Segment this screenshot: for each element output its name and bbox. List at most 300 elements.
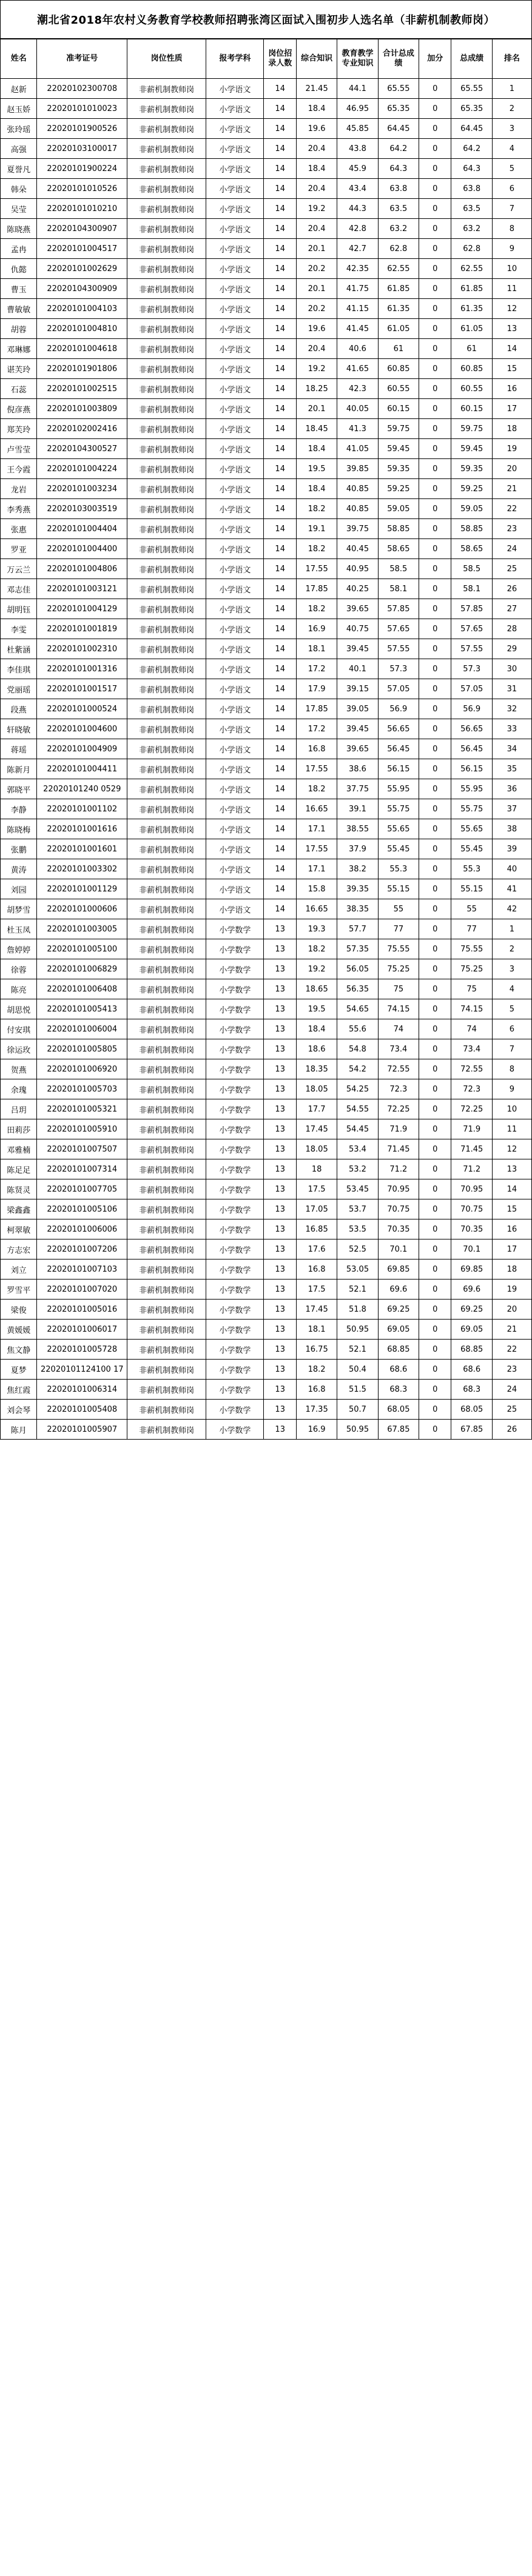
- quota-cell: 13: [264, 999, 296, 1019]
- subject-cell: 小学语文: [206, 799, 264, 819]
- bonus-cell: 0: [419, 379, 451, 399]
- combined-score-cell: 55.45: [378, 839, 419, 859]
- combined-score-cell: 64.3: [378, 159, 419, 179]
- quota-cell: 14: [264, 159, 296, 179]
- subject-cell: 小学语文: [206, 759, 264, 779]
- quota-cell: 14: [264, 119, 296, 139]
- general-knowledge-cell: 19.1: [296, 519, 337, 539]
- general-knowledge-cell: 19.6: [296, 119, 337, 139]
- table-row: [1, 959, 532, 979]
- professional-knowledge-cell: 57.7: [337, 919, 378, 939]
- general-knowledge-cell: 18.4: [296, 1019, 337, 1039]
- rank-cell: 25: [492, 1400, 531, 1420]
- quota-cell: 13: [264, 1259, 296, 1280]
- table-row: [1, 1079, 532, 1099]
- professional-knowledge-cell: 39.1: [337, 799, 378, 819]
- exam-id-cell: 22020101004411: [37, 759, 127, 779]
- general-knowledge-cell: 16.8: [296, 1259, 337, 1280]
- table-row: [1, 1280, 532, 1300]
- name-cell: 轩晓敏: [1, 719, 37, 739]
- professional-knowledge-cell: 53.5: [337, 1219, 378, 1239]
- professional-knowledge-cell: 39.75: [337, 519, 378, 539]
- rank-cell: 28: [492, 619, 531, 639]
- post-type-cell: 非薪机制教师岗: [127, 539, 206, 559]
- combined-score-cell: 57.05: [378, 679, 419, 699]
- exam-id-cell: 22020101005805: [37, 1039, 127, 1059]
- table-row: [1, 1239, 532, 1259]
- professional-knowledge-cell: 39.35: [337, 879, 378, 899]
- general-knowledge-cell: 18.65: [296, 979, 337, 999]
- quota-cell: 14: [264, 399, 296, 419]
- combined-score-cell: 70.1: [378, 1239, 419, 1259]
- exam-id-cell: 22020101003121: [37, 579, 127, 599]
- quota-cell: 13: [264, 1420, 296, 1440]
- total-score-cell: 68.05: [451, 1400, 492, 1420]
- total-score-cell: 58.85: [451, 519, 492, 539]
- subject-cell: 小学语文: [206, 279, 264, 299]
- name-cell: 赵新: [1, 79, 37, 99]
- professional-knowledge-cell: 42.35: [337, 259, 378, 279]
- quota-cell: 14: [264, 659, 296, 679]
- post-type-cell: 非薪机制教师岗: [127, 1099, 206, 1119]
- general-knowledge-cell: 18.05: [296, 1079, 337, 1099]
- subject-cell: 小学语文: [206, 719, 264, 739]
- post-type-cell: 非薪机制教师岗: [127, 799, 206, 819]
- total-score-cell: 65.35: [451, 99, 492, 119]
- total-score-cell: 68.6: [451, 1360, 492, 1380]
- rank-cell: 33: [492, 719, 531, 739]
- subject-cell: 小学数学: [206, 1099, 264, 1119]
- total-score-cell: 77: [451, 919, 492, 939]
- total-score-cell: 55.45: [451, 839, 492, 859]
- general-knowledge-cell: 18.6: [296, 1039, 337, 1059]
- quota-cell: 13: [264, 1119, 296, 1139]
- quota-cell: 13: [264, 1340, 296, 1360]
- table-row: [1, 919, 532, 939]
- bonus-cell: 0: [419, 679, 451, 699]
- subject-cell: 小学数学: [206, 1059, 264, 1079]
- name-cell: 党丽瑶: [1, 679, 37, 699]
- bonus-cell: 0: [419, 339, 451, 359]
- quota-cell: 14: [264, 279, 296, 299]
- post-type-cell: 非薪机制教师岗: [127, 599, 206, 619]
- professional-knowledge-cell: 41.45: [337, 319, 378, 339]
- professional-knowledge-cell: 52.1: [337, 1340, 378, 1360]
- professional-knowledge-cell: 51.8: [337, 1300, 378, 1320]
- general-knowledge-cell: 21.45: [296, 79, 337, 99]
- exam-id-cell: 22020101001129: [37, 879, 127, 899]
- total-score-cell: 60.55: [451, 379, 492, 399]
- name-cell: 陈新月: [1, 759, 37, 779]
- general-knowledge-cell: 18.25: [296, 379, 337, 399]
- combined-score-cell: 55.15: [378, 879, 419, 899]
- professional-knowledge-cell: 50.7: [337, 1400, 378, 1420]
- bonus-cell: 0: [419, 1380, 451, 1400]
- name-cell: 邓琳娜: [1, 339, 37, 359]
- rank-cell: 10: [492, 1099, 531, 1119]
- quota-cell: 14: [264, 459, 296, 479]
- subject-cell: 小学语文: [206, 439, 264, 459]
- total-score-cell: 55.65: [451, 819, 492, 839]
- exam-id-cell: 22020104300527: [37, 439, 127, 459]
- post-type-cell: 非薪机制教师岗: [127, 359, 206, 379]
- total-score-cell: 68.85: [451, 1340, 492, 1360]
- name-cell: 梁鑫鑫: [1, 1199, 37, 1219]
- subject-cell: 小学语文: [206, 399, 264, 419]
- subject-cell: 小学语文: [206, 79, 264, 99]
- post-type-cell: 非薪机制教师岗: [127, 419, 206, 439]
- table-row: [1, 1400, 532, 1420]
- general-knowledge-cell: 16.8: [296, 1380, 337, 1400]
- professional-knowledge-cell: 38.6: [337, 759, 378, 779]
- combined-score-cell: 56.45: [378, 739, 419, 759]
- quota-cell: 14: [264, 879, 296, 899]
- name-cell: 陈贤灵: [1, 1179, 37, 1199]
- combined-score-cell: 56.15: [378, 759, 419, 779]
- exam-id-cell: 22020101004404: [37, 519, 127, 539]
- general-knowledge-cell: 17.55: [296, 839, 337, 859]
- rank-cell: 26: [492, 1420, 531, 1440]
- post-type-cell: 非薪机制教师岗: [127, 439, 206, 459]
- post-type-cell: 非薪机制教师岗: [127, 879, 206, 899]
- total-score-cell: 64.3: [451, 159, 492, 179]
- total-score-cell: 69.6: [451, 1280, 492, 1300]
- exam-id-cell: 22020101004618: [37, 339, 127, 359]
- name-cell: 郑芙玲: [1, 419, 37, 439]
- combined-score-cell: 68.6: [378, 1360, 419, 1380]
- general-knowledge-cell: 20.2: [296, 299, 337, 319]
- bonus-cell: 0: [419, 1059, 451, 1079]
- quota-cell: 13: [264, 1239, 296, 1259]
- general-knowledge-cell: 18.05: [296, 1139, 337, 1159]
- exam-id-cell: 22020101000524: [37, 699, 127, 719]
- name-cell: 吴莹: [1, 199, 37, 219]
- combined-score-cell: 69.05: [378, 1320, 419, 1340]
- general-knowledge-cell: 19.2: [296, 959, 337, 979]
- name-cell: 陈晓燕: [1, 219, 37, 239]
- name-cell: 刘园: [1, 879, 37, 899]
- post-type-cell: 非薪机制教师岗: [127, 1300, 206, 1320]
- subject-cell: 小学数学: [206, 1340, 264, 1360]
- post-type-cell: 非薪机制教师岗: [127, 939, 206, 959]
- bonus-cell: 0: [419, 579, 451, 599]
- table-row: [1, 159, 532, 179]
- name-cell: 胡梦雪: [1, 899, 37, 919]
- total-score-cell: 56.45: [451, 739, 492, 759]
- table-row: [1, 859, 532, 879]
- professional-knowledge-cell: 40.05: [337, 399, 378, 419]
- post-type-cell: 非薪机制教师岗: [127, 1420, 206, 1440]
- quota-cell: 14: [264, 699, 296, 719]
- post-type-cell: 非薪机制教师岗: [127, 459, 206, 479]
- general-knowledge-cell: 17.2: [296, 659, 337, 679]
- header-row: [1, 39, 532, 79]
- quota-cell: 14: [264, 859, 296, 879]
- general-knowledge-cell: 20.1: [296, 239, 337, 259]
- subject-cell: 小学数学: [206, 1019, 264, 1039]
- combined-score-cell: 63.8: [378, 179, 419, 199]
- exam-id-cell: 22020101003809: [37, 399, 127, 419]
- post-type-cell: 非薪机制教师岗: [127, 1179, 206, 1199]
- total-score-cell: 55.3: [451, 859, 492, 879]
- exam-id-cell: 22020101003005: [37, 919, 127, 939]
- general-knowledge-cell: 20.1: [296, 279, 337, 299]
- total-score-cell: 61.05: [451, 319, 492, 339]
- name-cell: 柯翠敏: [1, 1219, 37, 1239]
- table-row: [1, 979, 532, 999]
- rank-cell: 20: [492, 1300, 531, 1320]
- post-type-cell: 非薪机制教师岗: [127, 139, 206, 159]
- subject-cell: 小学数学: [206, 1360, 264, 1380]
- exam-id-cell: 22020101002629: [37, 259, 127, 279]
- subject-cell: 小学语文: [206, 579, 264, 599]
- general-knowledge-cell: 18.2: [296, 539, 337, 559]
- subject-cell: 小学语文: [206, 819, 264, 839]
- quota-cell: 13: [264, 1199, 296, 1219]
- rank-cell: 5: [492, 999, 531, 1019]
- table-row: [1, 1059, 532, 1079]
- total-score-cell: 65.55: [451, 79, 492, 99]
- subject-cell: 小学数学: [206, 1159, 264, 1179]
- total-score-cell: 57.65: [451, 619, 492, 639]
- total-score-cell: 59.35: [451, 459, 492, 479]
- quota-cell: 13: [264, 1079, 296, 1099]
- post-type-cell: 非薪机制教师岗: [127, 719, 206, 739]
- quota-cell: 14: [264, 199, 296, 219]
- professional-knowledge-cell: 42.8: [337, 219, 378, 239]
- general-knowledge-cell: 19.6: [296, 319, 337, 339]
- subject-cell: 小学语文: [206, 679, 264, 699]
- quota-cell: 14: [264, 719, 296, 739]
- rank-cell: 16: [492, 1219, 531, 1239]
- combined-score-cell: 74: [378, 1019, 419, 1039]
- exam-id-cell: 22020101006314: [37, 1380, 127, 1400]
- bonus-cell: 0: [419, 279, 451, 299]
- quota-cell: 14: [264, 479, 296, 499]
- bonus-cell: 0: [419, 759, 451, 779]
- column-header: 合计总成绩: [378, 39, 419, 79]
- combined-score-cell: 59.75: [378, 419, 419, 439]
- exam-id-cell: 22020101001819: [37, 619, 127, 639]
- post-type-cell: 非薪机制教师岗: [127, 559, 206, 579]
- table-row: [1, 259, 532, 279]
- professional-knowledge-cell: 53.4: [337, 1139, 378, 1159]
- table-row: [1, 519, 532, 539]
- rank-cell: 30: [492, 659, 531, 679]
- quota-cell: 14: [264, 179, 296, 199]
- post-type-cell: 非薪机制教师岗: [127, 1360, 206, 1380]
- combined-score-cell: 58.1: [378, 579, 419, 599]
- total-score-cell: 63.5: [451, 199, 492, 219]
- quota-cell: 14: [264, 239, 296, 259]
- post-type-cell: 非薪机制教师岗: [127, 1280, 206, 1300]
- combined-score-cell: 63.5: [378, 199, 419, 219]
- table-row: [1, 139, 532, 159]
- bonus-cell: 0: [419, 1039, 451, 1059]
- exam-id-cell: 22020101005910: [37, 1119, 127, 1139]
- rank-cell: 41: [492, 879, 531, 899]
- exam-id-cell: 22020101005408: [37, 1400, 127, 1420]
- general-knowledge-cell: 19.2: [296, 359, 337, 379]
- general-knowledge-cell: 17.55: [296, 759, 337, 779]
- post-type-cell: 非薪机制教师岗: [127, 1019, 206, 1039]
- exam-id-cell: 22020101003302: [37, 859, 127, 879]
- combined-score-cell: 72.3: [378, 1079, 419, 1099]
- general-knowledge-cell: 17.45: [296, 1119, 337, 1139]
- table-row: [1, 819, 532, 839]
- combined-score-cell: 61.05: [378, 319, 419, 339]
- table-row: [1, 1420, 532, 1440]
- professional-knowledge-cell: 53.05: [337, 1259, 378, 1280]
- subject-cell: 小学语文: [206, 899, 264, 919]
- bonus-cell: 0: [419, 699, 451, 719]
- bonus-cell: 0: [419, 259, 451, 279]
- quota-cell: 14: [264, 539, 296, 559]
- subject-cell: 小学数学: [206, 1119, 264, 1139]
- total-score-cell: 72.55: [451, 1059, 492, 1079]
- bonus-cell: 0: [419, 219, 451, 239]
- total-score-cell: 63.2: [451, 219, 492, 239]
- total-score-cell: 61: [451, 339, 492, 359]
- post-type-cell: 非薪机制教师岗: [127, 219, 206, 239]
- subject-cell: 小学语文: [206, 419, 264, 439]
- quota-cell: 14: [264, 739, 296, 759]
- subject-cell: 小学语文: [206, 699, 264, 719]
- quota-cell: 13: [264, 1219, 296, 1239]
- professional-knowledge-cell: 50.95: [337, 1420, 378, 1440]
- post-type-cell: 非薪机制教师岗: [127, 199, 206, 219]
- total-score-cell: 59.45: [451, 439, 492, 459]
- professional-knowledge-cell: 41.15: [337, 299, 378, 319]
- table-header: [1, 39, 532, 79]
- combined-score-cell: 70.75: [378, 1199, 419, 1219]
- bonus-cell: 0: [419, 399, 451, 419]
- professional-knowledge-cell: 41.3: [337, 419, 378, 439]
- total-score-cell: 57.85: [451, 599, 492, 619]
- quota-cell: 13: [264, 1099, 296, 1119]
- combined-score-cell: 58.85: [378, 519, 419, 539]
- table-row: [1, 419, 532, 439]
- general-knowledge-cell: 18.2: [296, 779, 337, 799]
- subject-cell: 小学语文: [206, 259, 264, 279]
- quota-cell: 14: [264, 779, 296, 799]
- name-cell: 田莉莎: [1, 1119, 37, 1139]
- rank-cell: 11: [492, 279, 531, 299]
- total-score-cell: 67.85: [451, 1420, 492, 1440]
- combined-score-cell: 75.55: [378, 939, 419, 959]
- total-score-cell: 57.55: [451, 639, 492, 659]
- exam-id-cell: 22020101004103: [37, 299, 127, 319]
- name-cell: 杜玉凤: [1, 919, 37, 939]
- combined-score-cell: 57.85: [378, 599, 419, 619]
- column-header: 排名: [492, 39, 531, 79]
- general-knowledge-cell: 20.1: [296, 399, 337, 419]
- name-cell: 卢雪莹: [1, 439, 37, 459]
- name-cell: 方志宏: [1, 1239, 37, 1259]
- exam-id-cell: 22020101006004: [37, 1019, 127, 1039]
- quota-cell: 14: [264, 359, 296, 379]
- quota-cell: 14: [264, 139, 296, 159]
- exam-id-cell: 22020101000606: [37, 899, 127, 919]
- combined-score-cell: 59.05: [378, 499, 419, 519]
- general-knowledge-cell: 20.4: [296, 139, 337, 159]
- general-knowledge-cell: 18: [296, 1159, 337, 1179]
- table-row: [1, 499, 532, 519]
- subject-cell: 小学语文: [206, 559, 264, 579]
- column-header: 报考学科: [206, 39, 264, 79]
- total-score-cell: 57.05: [451, 679, 492, 699]
- subject-cell: 小学数学: [206, 979, 264, 999]
- general-knowledge-cell: 20.4: [296, 339, 337, 359]
- table-row: [1, 539, 532, 559]
- post-type-cell: 非薪机制教师岗: [127, 99, 206, 119]
- table-row: [1, 299, 532, 319]
- exam-id-cell: 22020101007206: [37, 1239, 127, 1259]
- quota-cell: 13: [264, 939, 296, 959]
- professional-knowledge-cell: 37.75: [337, 779, 378, 799]
- quota-cell: 13: [264, 919, 296, 939]
- quota-cell: 14: [264, 839, 296, 859]
- table-row: [1, 199, 532, 219]
- total-score-cell: 74.15: [451, 999, 492, 1019]
- total-score-cell: 71.2: [451, 1159, 492, 1179]
- name-cell: 赵玉娇: [1, 99, 37, 119]
- quota-cell: 13: [264, 1139, 296, 1159]
- professional-knowledge-cell: 40.95: [337, 559, 378, 579]
- quota-cell: 14: [264, 299, 296, 319]
- subject-cell: 小学语文: [206, 879, 264, 899]
- bonus-cell: 0: [419, 1199, 451, 1219]
- subject-cell: 小学语文: [206, 179, 264, 199]
- table-row: [1, 379, 532, 399]
- subject-cell: 小学语文: [206, 779, 264, 799]
- total-score-cell: 70.75: [451, 1199, 492, 1219]
- rank-cell: 27: [492, 599, 531, 619]
- exam-id-cell: 22020101006829: [37, 959, 127, 979]
- rank-cell: 15: [492, 359, 531, 379]
- name-cell: 刘会琴: [1, 1400, 37, 1420]
- table-row: [1, 439, 532, 459]
- table-row: [1, 1360, 532, 1380]
- total-score-cell: 71.9: [451, 1119, 492, 1139]
- exam-id-cell: 22020102300708: [37, 79, 127, 99]
- post-type-cell: 非薪机制教师岗: [127, 839, 206, 859]
- bonus-cell: 0: [419, 79, 451, 99]
- professional-knowledge-cell: 43.4: [337, 179, 378, 199]
- rank-cell: 14: [492, 1179, 531, 1199]
- general-knowledge-cell: 17.6: [296, 1239, 337, 1259]
- bonus-cell: 0: [419, 639, 451, 659]
- rank-cell: 24: [492, 539, 531, 559]
- professional-knowledge-cell: 38.35: [337, 899, 378, 919]
- combined-score-cell: 56.65: [378, 719, 419, 739]
- rank-cell: 26: [492, 579, 531, 599]
- bonus-cell: 0: [419, 1340, 451, 1360]
- post-type-cell: 非薪机制教师岗: [127, 699, 206, 719]
- professional-knowledge-cell: 56.05: [337, 959, 378, 979]
- professional-knowledge-cell: 39.45: [337, 719, 378, 739]
- name-cell: 陈月: [1, 1420, 37, 1440]
- bonus-cell: 0: [419, 959, 451, 979]
- combined-score-cell: 71.9: [378, 1119, 419, 1139]
- post-type-cell: 非薪机制教师岗: [127, 1320, 206, 1340]
- table-row: [1, 879, 532, 899]
- name-cell: 倪彦燕: [1, 399, 37, 419]
- subject-cell: 小学语文: [206, 519, 264, 539]
- table-row: [1, 679, 532, 699]
- exam-id-cell: 22020101006006: [37, 1219, 127, 1239]
- quota-cell: 14: [264, 259, 296, 279]
